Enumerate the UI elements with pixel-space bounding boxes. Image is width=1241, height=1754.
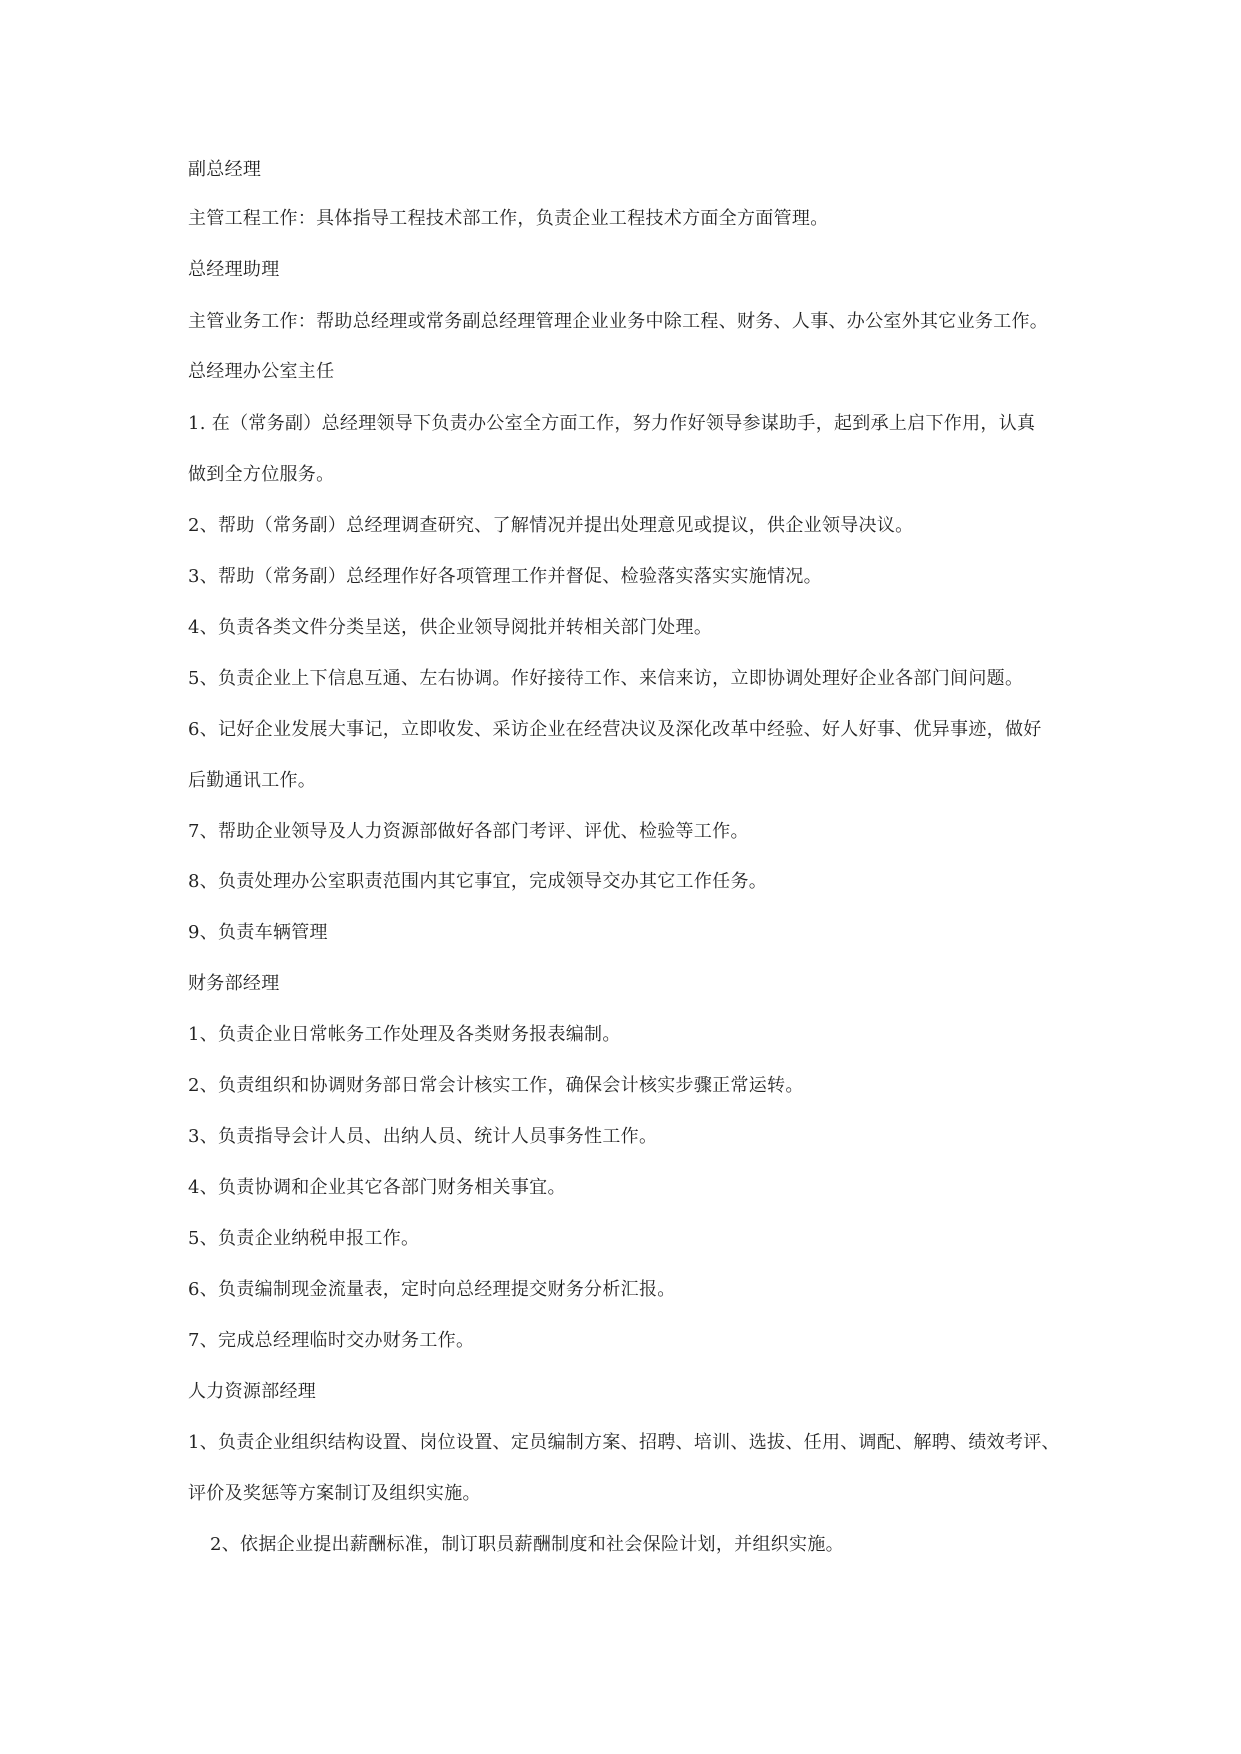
- list-item: 1、负责企业日常帐务工作处理及各类财务报表编制。: [188, 1024, 621, 1045]
- list-item: 2、依据企业提出薪酬标准，制订职员薪酬制度和社会保险计划，并组织实施。: [210, 1534, 844, 1555]
- heading-office-director: 总经理办公室主任: [188, 361, 335, 382]
- heading-gm-assistant: 总经理助理: [188, 259, 280, 280]
- heading-finance-manager: 财务部经理: [188, 973, 280, 994]
- list-item: 6、记好企业发展大事记，立即收发、采访企业在经营决议及深化改革中经验、好人好事、优异事迹，做好: [188, 719, 1042, 740]
- list-item: 3、帮助（常务副）总经理作好各项管理工作并督促、检验落实落实实施情况。: [188, 566, 822, 587]
- list-item-continuation: 做到全方位服务。: [188, 464, 335, 485]
- list-item: 1、负责企业组织结构设置、岗位设置、定员编制方案、招聘、培训、选拔、任用、调配、解聘、绩效考评、: [188, 1432, 1060, 1453]
- heading-hr-manager: 人力资源部经理: [188, 1381, 317, 1402]
- paragraph-line: 主管工程工作：具体指导工程技术部工作，负责企业工程技术方面全方面管理。: [188, 208, 829, 229]
- list-item: 5、负责企业上下信息互通、左右协调。作好接待工作、来信来访，立即协调处理好企业各部门间问题。: [188, 668, 1024, 689]
- list-item-continuation: 评价及奖惩等方案制订及组织实施。: [188, 1483, 481, 1504]
- list-item: 2、帮助（常务副）总经理调查研究、了解情况并提出处理意见或提议，供企业领导决议。: [188, 515, 914, 536]
- list-item: 7、帮助企业领导及人力资源部做好各部门考评、评优、检验等工作。: [188, 821, 749, 842]
- list-item-continuation: 后勤通讯工作。: [188, 770, 317, 791]
- list-item: 2、负责组织和协调财务部日常会计核实工作，确保会计核实步骤正常运转。: [188, 1075, 804, 1096]
- list-item: 6、负责编制现金流量表，定时向总经理提交财务分析汇报。: [188, 1279, 676, 1300]
- list-item: 4、负责各类文件分类呈送，供企业领导阅批并转相关部门处理。: [188, 617, 713, 638]
- list-item: 5、负责企业纳税申报工作。: [188, 1228, 420, 1249]
- list-item: 9、负责车辆管理: [188, 922, 328, 943]
- list-item: 3、负责指导会计人员、出纳人员、统计人员事务性工作。: [188, 1126, 658, 1147]
- list-item: 7、完成总经理临时交办财务工作。: [188, 1330, 475, 1351]
- paragraph-line: 主管业务工作：帮助总经理或常务副总经理管理企业业务中除工程、财务、人事、办公室外其它业务工作。: [188, 311, 1049, 332]
- heading-deputy-general-manager: 副总经理: [188, 159, 262, 180]
- list-item: 8、负责处理办公室职责范围内其它事宜，完成领导交办其它工作任务。: [188, 871, 768, 892]
- list-item: 4、负责协调和企业其它各部门财务相关事宜。: [188, 1177, 566, 1198]
- list-item: 1. 在（常务副）总经理领导下负责办公室全方面工作，努力作好领导参谋助手，起到承上启下作用，认真: [188, 413, 1036, 434]
